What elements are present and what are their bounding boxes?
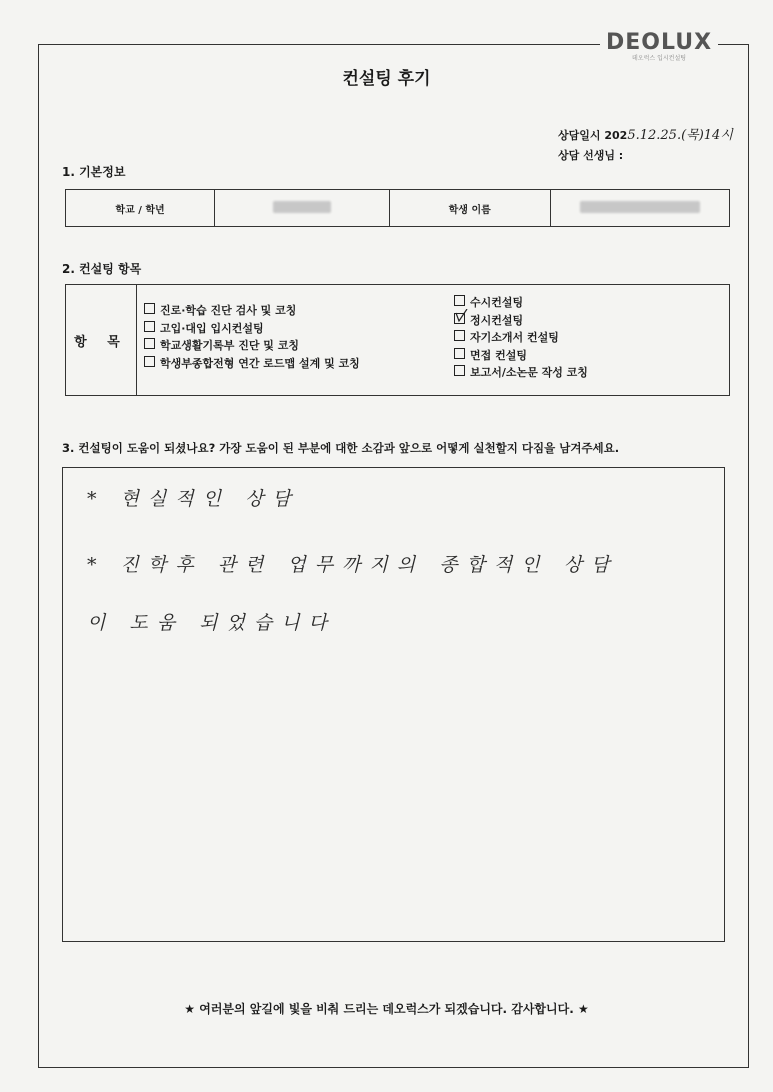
- list-item: 정시컨설팅: [454, 312, 588, 330]
- brand-logo: [600, 30, 718, 62]
- teacher-label: 상담 선생님 :: [558, 149, 624, 162]
- consult-date: [558, 126, 733, 146]
- checkbox-icon: [454, 330, 465, 341]
- checkbox-icon: [454, 295, 465, 306]
- list-item: 진로·학습 진단 검사 및 코칭: [144, 302, 360, 320]
- redacted-name: [580, 201, 700, 213]
- list-item: 수시컨설팅: [454, 294, 588, 312]
- logo-tagline: 데오럭스 입시컨설팅: [631, 55, 687, 62]
- section1-heading: 1. 기본정보: [62, 165, 126, 179]
- list-item: 자기소개서 컨설팅: [454, 329, 588, 347]
- date-handwritten: 5.12.25.(목)14시: [627, 128, 733, 143]
- list-item: 학교생활기록부 진단 및 코칭: [144, 337, 360, 355]
- list-item: 보고서/소논문 작성 코칭: [454, 364, 588, 382]
- section2-heading: 2. 컨설팅 항목: [62, 262, 142, 276]
- checkbox-icon: [144, 321, 155, 332]
- checkbox-icon: [144, 356, 155, 367]
- handwritten-line: 이 도움 되었습니다: [87, 612, 336, 634]
- checked-checkbox-icon: [454, 313, 465, 324]
- date-label: 상담일시: [558, 129, 601, 142]
- handwritten-line: * 현실적인 상담: [87, 488, 300, 510]
- consulting-items-box: [65, 284, 730, 396]
- redacted-school: [273, 201, 331, 213]
- handwritten-line: * 진학후 관련 업무까지의 종합적인 상담: [87, 554, 619, 576]
- student-value: [550, 190, 729, 227]
- footer-message: ★ 여러분의 앞길에 빛을 비춰 드리는 데오럭스가 되겠습니다. 감사합니다. ★: [184, 1002, 589, 1016]
- consult-meta: [558, 126, 733, 166]
- list-item: 학생부종합전형 연간 로드맵 설계 및 코칭: [144, 355, 360, 373]
- answer-box: [62, 467, 725, 942]
- list-item: 면접 컨설팅: [454, 347, 588, 365]
- items-left-column: [144, 302, 360, 372]
- checkbox-icon: [454, 365, 465, 376]
- checkbox-icon: [144, 303, 155, 314]
- section3-question: 3. 컨설팅이 도움이 되셨나요? 가장 도움이 된 부분에 대한 소감과 앞으로 어떻게 실천할지 다짐을 남겨주세요.: [62, 441, 620, 455]
- basic-info-table: [65, 189, 730, 227]
- school-label: 학교 / 학년: [66, 190, 215, 227]
- checkbox-icon: [144, 338, 155, 349]
- list-item: 고입·대입 입시컨설팅: [144, 320, 360, 338]
- logo-wordmark: DEOLUX: [606, 30, 713, 55]
- items-right-column: [454, 294, 588, 382]
- items-label: 항 목: [66, 285, 137, 395]
- table-row: [66, 190, 730, 227]
- student-label: 학생 이름: [389, 190, 550, 227]
- page-title: 컨설팅 후기: [342, 69, 431, 89]
- school-value: [215, 190, 390, 227]
- date-printed: 202: [604, 129, 628, 142]
- checkbox-icon: [454, 348, 465, 359]
